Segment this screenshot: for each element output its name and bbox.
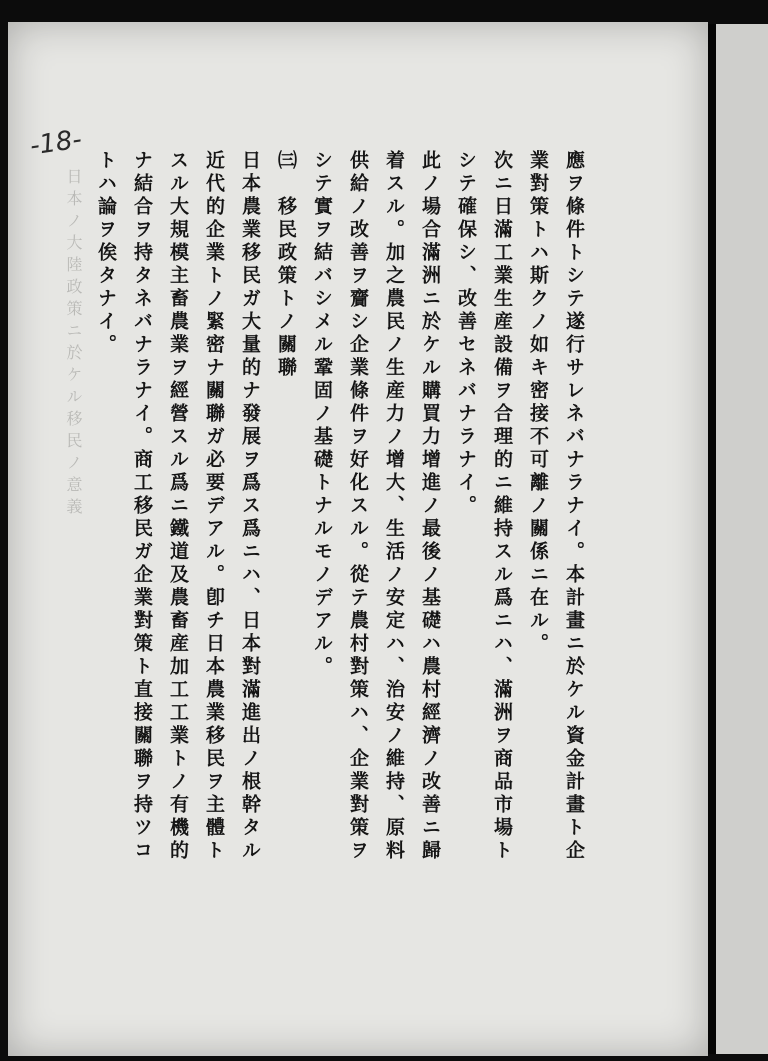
text-line-5: 此ノ場合滿洲ニ於ケル購買力增進ノ最後ノ基礎ハ農村經濟ノ改善ニ歸	[419, 150, 441, 863]
text-line-4: シテ確保シ、改善セネバナラナイ。	[455, 150, 477, 518]
text-line-12: スル大規模主畜農業ヲ經營スル爲ニ鐵道及農畜産加工工業トノ有機的	[167, 150, 189, 863]
adjacent-page-edge	[716, 24, 768, 1054]
text-line-10: 日本農業移民ガ大量的ナ發展ヲ爲ス爲ニハ、日本對滿進出ノ根幹タル	[239, 150, 261, 863]
text-line-1: 應ヲ條件トシテ遂行サレネバナラナイ。本計畫ニ於ケル資金計畫ト企	[563, 150, 585, 863]
page-number: -18-	[28, 124, 84, 162]
bleed-through-text: 日本ノ大陸政策ニ於ケル移民ノ意義	[64, 168, 83, 520]
text-line-3: 次ニ日滿工業生産設備ヲ合理的ニ維持スル爲ニハ、滿洲ヲ商品市場ト	[491, 150, 513, 863]
page-gutter	[708, 24, 716, 1054]
text-line-13: ナ結合ヲ持タネバナラナイ。商工移民ガ企業對策ト直接關聯ヲ持ツコ	[131, 150, 153, 863]
text-line-7: 供給ノ改善ヲ齎シ企業條件ヲ好化スル。從テ農村對策ハ、企業對策ヲ	[347, 150, 369, 863]
section-heading: ㈢ 移民政策トノ關聯	[275, 150, 297, 380]
text-line-8: シテ實ヲ結バシメル鞏固ノ基礎トナルモノデアル。	[311, 150, 333, 679]
text-line-2: 業對策トハ斯クノ如キ密接不可離ノ關係ニ在ル。	[527, 150, 549, 656]
text-line-11: 近代的企業トノ緊密ナ關聯ガ必要デアル。卽チ日本農業移民ヲ主體ト	[203, 150, 225, 863]
text-line-6: 着スル。加之農民ノ生産力ノ增大、生活ノ安定ハ、治安ノ維持、原料	[383, 150, 405, 863]
text-line-14: トハ論ヲ俟タナイ。	[95, 150, 117, 357]
